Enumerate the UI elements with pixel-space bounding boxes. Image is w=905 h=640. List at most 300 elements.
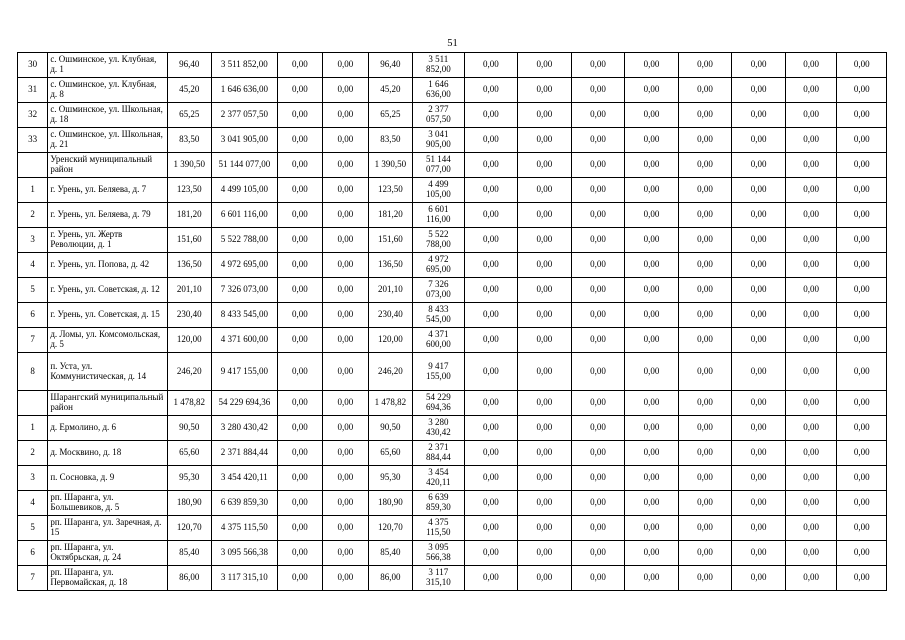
value-cell: 0,00: [625, 278, 679, 303]
value-cell: 0,00: [277, 78, 322, 103]
cost-cell: 3 280 430,42: [413, 416, 465, 441]
value-cell: 0,00: [625, 303, 679, 328]
value-cell: 0,00: [323, 516, 368, 541]
value-cell: 0,00: [678, 203, 732, 228]
value-cell: 0,00: [625, 178, 679, 203]
area-cell: 85,40: [368, 541, 412, 566]
cost-cell: 4 371 600,00: [212, 328, 278, 353]
value-cell: 0,00: [323, 128, 368, 153]
row-number: 30: [18, 53, 48, 78]
area-cell: 90,50: [368, 416, 412, 441]
value-cell: 0,00: [518, 353, 572, 391]
value-cell: 0,00: [678, 566, 732, 591]
value-cell: 0,00: [678, 391, 732, 416]
value-cell: 0,00: [785, 228, 837, 253]
value-cell: 0,00: [277, 466, 322, 491]
value-cell: 0,00: [277, 278, 322, 303]
address-cell: г. Урень, ул. Советская, д. 15: [48, 303, 167, 328]
address-cell: Шарангский муниципальный район: [48, 391, 167, 416]
address-cell: г. Урень, ул. Попова, д. 42: [48, 253, 167, 278]
value-cell: 0,00: [678, 441, 732, 466]
value-cell: 0,00: [277, 103, 322, 128]
value-cell: 0,00: [732, 253, 786, 278]
value-cell: 0,00: [785, 153, 837, 178]
address-cell: с. Ошминское, ул. Школьная, д. 21: [48, 128, 167, 153]
value-cell: 0,00: [277, 228, 322, 253]
value-cell: 0,00: [732, 278, 786, 303]
cost-cell: 4 972 695,00: [413, 253, 465, 278]
cost-cell: 4 371 600,00: [413, 328, 465, 353]
address-cell: с. Ошминское, ул. Школьная, д. 18: [48, 103, 167, 128]
value-cell: 0,00: [732, 203, 786, 228]
value-cell: 0,00: [571, 128, 625, 153]
cost-cell: 4 972 695,00: [212, 253, 278, 278]
area-cell: 96,40: [167, 53, 211, 78]
value-cell: 0,00: [464, 303, 518, 328]
value-cell: 0,00: [464, 391, 518, 416]
value-cell: 0,00: [732, 416, 786, 441]
value-cell: 0,00: [571, 441, 625, 466]
value-cell: 0,00: [518, 278, 572, 303]
cost-cell: 3 041 905,00: [212, 128, 278, 153]
value-cell: 0,00: [732, 541, 786, 566]
value-cell: 0,00: [785, 103, 837, 128]
cost-cell: 2 371 884,44: [212, 441, 278, 466]
value-cell: 0,00: [518, 391, 572, 416]
area-cell: 45,20: [368, 78, 412, 103]
value-cell: 0,00: [323, 228, 368, 253]
row-number: 6: [18, 541, 48, 566]
value-cell: 0,00: [785, 566, 837, 591]
value-cell: 0,00: [785, 178, 837, 203]
value-cell: 0,00: [785, 253, 837, 278]
value-cell: 0,00: [785, 466, 837, 491]
value-cell: 0,00: [518, 153, 572, 178]
table-row: [18, 53, 887, 78]
cost-cell: 54 229 694,36: [212, 391, 278, 416]
value-cell: 0,00: [571, 353, 625, 391]
value-cell: 0,00: [571, 153, 625, 178]
value-cell: 0,00: [837, 178, 887, 203]
value-cell: 0,00: [625, 103, 679, 128]
cost-cell: 5 522 788,00: [212, 228, 278, 253]
value-cell: 0,00: [323, 353, 368, 391]
value-cell: 0,00: [277, 441, 322, 466]
value-cell: 0,00: [837, 153, 887, 178]
value-cell: 0,00: [323, 178, 368, 203]
value-cell: 0,00: [571, 278, 625, 303]
value-cell: 0,00: [518, 178, 572, 203]
value-cell: 0,00: [518, 103, 572, 128]
value-cell: 0,00: [837, 228, 887, 253]
address-cell: с. Ошминское, ул. Клубная, д. 1: [48, 53, 167, 78]
cost-cell: 3 454 420,11: [413, 466, 465, 491]
cost-cell: 51 144 077,00: [413, 153, 465, 178]
cost-cell: 1 646 636,00: [413, 78, 465, 103]
cost-cell: 3 095 566,38: [413, 541, 465, 566]
value-cell: 0,00: [323, 491, 368, 516]
row-number: 2: [18, 203, 48, 228]
address-cell: рп. Шаранга, ул. Большевиков, д. 5: [48, 491, 167, 516]
cost-cell: 3 511 852,00: [212, 53, 278, 78]
cost-cell: 6 639 859,30: [413, 491, 465, 516]
value-cell: 0,00: [678, 516, 732, 541]
value-cell: 0,00: [732, 103, 786, 128]
area-cell: 181,20: [167, 203, 211, 228]
table-row: [18, 103, 887, 128]
value-cell: 0,00: [323, 566, 368, 591]
cost-cell: 6 639 859,30: [212, 491, 278, 516]
area-cell: 201,10: [167, 278, 211, 303]
row-number: 3: [18, 466, 48, 491]
value-cell: 0,00: [785, 53, 837, 78]
value-cell: 0,00: [571, 391, 625, 416]
cost-cell: 5 522 788,00: [413, 228, 465, 253]
value-cell: 0,00: [625, 228, 679, 253]
value-cell: 0,00: [625, 328, 679, 353]
cost-cell: 8 433 545,00: [413, 303, 465, 328]
row-number: [18, 153, 48, 178]
value-cell: 0,00: [837, 566, 887, 591]
value-cell: 0,00: [464, 278, 518, 303]
value-cell: 0,00: [323, 278, 368, 303]
row-number: 6: [18, 303, 48, 328]
address-cell: г. Урень, ул. Беляева, д. 7: [48, 178, 167, 203]
value-cell: 0,00: [732, 466, 786, 491]
value-cell: 0,00: [518, 566, 572, 591]
area-cell: 151,60: [368, 228, 412, 253]
area-cell: 181,20: [368, 203, 412, 228]
housing-program-table: [17, 52, 887, 591]
value-cell: 0,00: [625, 491, 679, 516]
value-cell: 0,00: [464, 353, 518, 391]
address-cell: п. Уста, ул. Коммунистическая, д. 14: [48, 353, 167, 391]
value-cell: 0,00: [571, 466, 625, 491]
value-cell: 0,00: [837, 416, 887, 441]
table-row: [18, 303, 887, 328]
row-number: 4: [18, 253, 48, 278]
address-cell: п. Сосновка, д. 9: [48, 466, 167, 491]
address-cell: Уренский муниципальный район: [48, 153, 167, 178]
area-cell: 1 478,82: [368, 391, 412, 416]
area-cell: 65,25: [167, 103, 211, 128]
cost-cell: 4 375 115,50: [212, 516, 278, 541]
area-cell: 65,60: [368, 441, 412, 466]
value-cell: 0,00: [732, 228, 786, 253]
value-cell: 0,00: [323, 78, 368, 103]
value-cell: 0,00: [785, 203, 837, 228]
value-cell: 0,00: [277, 541, 322, 566]
value-cell: 0,00: [277, 516, 322, 541]
row-number: 1: [18, 178, 48, 203]
value-cell: 0,00: [678, 53, 732, 78]
area-cell: 120,00: [368, 328, 412, 353]
cost-cell: 3 280 430,42: [212, 416, 278, 441]
value-cell: 0,00: [518, 128, 572, 153]
value-cell: 0,00: [464, 516, 518, 541]
address-cell: д. Ермолино, д. 6: [48, 416, 167, 441]
row-number: 5: [18, 278, 48, 303]
area-cell: 65,60: [167, 441, 211, 466]
cost-cell: 4 375 115,50: [413, 516, 465, 541]
value-cell: 0,00: [518, 541, 572, 566]
value-cell: 0,00: [785, 441, 837, 466]
area-cell: 120,70: [368, 516, 412, 541]
value-cell: 0,00: [518, 416, 572, 441]
cost-cell: 9 417 155,00: [212, 353, 278, 391]
value-cell: 0,00: [837, 53, 887, 78]
table-row: [18, 353, 887, 391]
area-cell: 136,50: [368, 253, 412, 278]
value-cell: 0,00: [785, 391, 837, 416]
value-cell: 0,00: [837, 466, 887, 491]
value-cell: 0,00: [464, 53, 518, 78]
value-cell: 0,00: [625, 353, 679, 391]
district-subtotal-row: [18, 153, 887, 178]
table-row: [18, 466, 887, 491]
row-number: 33: [18, 128, 48, 153]
value-cell: 0,00: [732, 303, 786, 328]
area-cell: 123,50: [368, 178, 412, 203]
value-cell: 0,00: [571, 566, 625, 591]
value-cell: 0,00: [464, 78, 518, 103]
value-cell: 0,00: [571, 53, 625, 78]
value-cell: 0,00: [571, 491, 625, 516]
value-cell: 0,00: [464, 128, 518, 153]
value-cell: 0,00: [625, 153, 679, 178]
area-cell: 180,90: [167, 491, 211, 516]
area-cell: 95,30: [167, 466, 211, 491]
table-row: [18, 541, 887, 566]
address-cell: рп. Шаранга, ул. Первомайская, д. 18: [48, 566, 167, 591]
table-row: [18, 178, 887, 203]
area-cell: 201,10: [368, 278, 412, 303]
area-cell: 180,90: [368, 491, 412, 516]
table-row: [18, 78, 887, 103]
value-cell: 0,00: [518, 441, 572, 466]
value-cell: 0,00: [323, 303, 368, 328]
value-cell: 0,00: [464, 416, 518, 441]
value-cell: 0,00: [785, 278, 837, 303]
cost-cell: 3 511 852,00: [413, 53, 465, 78]
area-cell: 120,00: [167, 328, 211, 353]
cost-cell: 6 601 116,00: [413, 203, 465, 228]
value-cell: 0,00: [678, 353, 732, 391]
value-cell: 0,00: [277, 153, 322, 178]
cost-cell: 9 417 155,00: [413, 353, 465, 391]
cost-cell: 3 041 905,00: [413, 128, 465, 153]
cost-cell: 4 499 105,00: [413, 178, 465, 203]
value-cell: 0,00: [323, 253, 368, 278]
address-cell: г. Урень, ул. Жертв Революции, д. 1: [48, 228, 167, 253]
area-cell: 95,30: [368, 466, 412, 491]
area-cell: 83,50: [368, 128, 412, 153]
value-cell: 0,00: [518, 253, 572, 278]
value-cell: 0,00: [625, 541, 679, 566]
value-cell: 0,00: [732, 566, 786, 591]
table-row: [18, 328, 887, 353]
value-cell: 0,00: [678, 303, 732, 328]
cost-cell: 54 229 694,36: [413, 391, 465, 416]
value-cell: 0,00: [837, 278, 887, 303]
value-cell: 0,00: [732, 153, 786, 178]
area-cell: 86,00: [167, 566, 211, 591]
value-cell: 0,00: [277, 491, 322, 516]
area-cell: 1 390,50: [368, 153, 412, 178]
row-number: 8: [18, 353, 48, 391]
value-cell: 0,00: [678, 491, 732, 516]
value-cell: 0,00: [625, 53, 679, 78]
value-cell: 0,00: [732, 178, 786, 203]
value-cell: 0,00: [678, 128, 732, 153]
value-cell: 0,00: [732, 391, 786, 416]
value-cell: 0,00: [571, 178, 625, 203]
district-subtotal-row: [18, 391, 887, 416]
value-cell: 0,00: [323, 203, 368, 228]
table-row: [18, 491, 887, 516]
value-cell: 0,00: [678, 253, 732, 278]
table-row: [18, 441, 887, 466]
value-cell: 0,00: [785, 128, 837, 153]
value-cell: 0,00: [625, 203, 679, 228]
row-number: 4: [18, 491, 48, 516]
value-cell: 0,00: [732, 491, 786, 516]
table-row: [18, 416, 887, 441]
value-cell: 0,00: [571, 303, 625, 328]
value-cell: 0,00: [732, 128, 786, 153]
value-cell: 0,00: [785, 78, 837, 103]
value-cell: 0,00: [518, 53, 572, 78]
value-cell: 0,00: [625, 253, 679, 278]
value-cell: 0,00: [464, 203, 518, 228]
value-cell: 0,00: [464, 228, 518, 253]
value-cell: 0,00: [323, 441, 368, 466]
row-number: 32: [18, 103, 48, 128]
cost-cell: 7 326 073,00: [413, 278, 465, 303]
value-cell: 0,00: [323, 153, 368, 178]
value-cell: 0,00: [837, 441, 887, 466]
area-cell: 230,40: [368, 303, 412, 328]
address-cell: д. Ломы, ул. Комсомольская, д. 5: [48, 328, 167, 353]
value-cell: 0,00: [518, 228, 572, 253]
value-cell: 0,00: [323, 541, 368, 566]
value-cell: 0,00: [277, 128, 322, 153]
address-cell: рп. Шаранга, ул. Октябрьская, д. 24: [48, 541, 167, 566]
value-cell: 0,00: [837, 353, 887, 391]
value-cell: 0,00: [518, 516, 572, 541]
value-cell: 0,00: [518, 466, 572, 491]
value-cell: 0,00: [785, 516, 837, 541]
row-number: 7: [18, 328, 48, 353]
page-number: 51: [447, 38, 458, 49]
value-cell: 0,00: [571, 103, 625, 128]
row-number: 3: [18, 228, 48, 253]
value-cell: 0,00: [785, 541, 837, 566]
cost-cell: 1 646 636,00: [212, 78, 278, 103]
table-row: [18, 278, 887, 303]
value-cell: 0,00: [464, 466, 518, 491]
cost-cell: 51 144 077,00: [212, 153, 278, 178]
cost-cell: 2 371 884,44: [413, 441, 465, 466]
value-cell: 0,00: [732, 328, 786, 353]
value-cell: 0,00: [678, 78, 732, 103]
value-cell: 0,00: [837, 128, 887, 153]
area-cell: 1 390,50: [167, 153, 211, 178]
cost-cell: 8 433 545,00: [212, 303, 278, 328]
value-cell: 0,00: [625, 78, 679, 103]
value-cell: 0,00: [571, 78, 625, 103]
value-cell: 0,00: [277, 53, 322, 78]
value-cell: 0,00: [571, 328, 625, 353]
row-number: 2: [18, 441, 48, 466]
value-cell: 0,00: [732, 78, 786, 103]
row-number: 7: [18, 566, 48, 591]
table-row: [18, 203, 887, 228]
value-cell: 0,00: [785, 491, 837, 516]
value-cell: 0,00: [518, 491, 572, 516]
value-cell: 0,00: [464, 328, 518, 353]
value-cell: 0,00: [464, 103, 518, 128]
value-cell: 0,00: [837, 541, 887, 566]
value-cell: 0,00: [678, 416, 732, 441]
value-cell: 0,00: [277, 353, 322, 391]
value-cell: 0,00: [625, 416, 679, 441]
value-cell: 0,00: [625, 391, 679, 416]
value-cell: 0,00: [837, 516, 887, 541]
area-cell: 86,00: [368, 566, 412, 591]
cost-cell: 2 377 057,50: [212, 103, 278, 128]
value-cell: 0,00: [625, 441, 679, 466]
value-cell: 0,00: [625, 128, 679, 153]
table-row: [18, 566, 887, 591]
address-cell: д. Москвино, д. 18: [48, 441, 167, 466]
cost-cell: 6 601 116,00: [212, 203, 278, 228]
value-cell: 0,00: [323, 391, 368, 416]
value-cell: 0,00: [732, 516, 786, 541]
value-cell: 0,00: [277, 566, 322, 591]
value-cell: 0,00: [837, 78, 887, 103]
area-cell: 151,60: [167, 228, 211, 253]
row-number: 1: [18, 416, 48, 441]
value-cell: 0,00: [625, 566, 679, 591]
cost-cell: 7 326 073,00: [212, 278, 278, 303]
value-cell: 0,00: [277, 203, 322, 228]
value-cell: 0,00: [785, 353, 837, 391]
value-cell: 0,00: [732, 441, 786, 466]
value-cell: 0,00: [678, 153, 732, 178]
cost-cell: 4 499 105,00: [212, 178, 278, 203]
value-cell: 0,00: [323, 328, 368, 353]
area-cell: 65,25: [368, 103, 412, 128]
row-number: 31: [18, 78, 48, 103]
value-cell: 0,00: [277, 303, 322, 328]
value-cell: 0,00: [277, 391, 322, 416]
value-cell: 0,00: [518, 203, 572, 228]
address-cell: г. Урень, ул. Советская, д. 12: [48, 278, 167, 303]
address-cell: г. Урень, ул. Беляева, д. 79: [48, 203, 167, 228]
cost-cell: 2 377 057,50: [413, 103, 465, 128]
value-cell: 0,00: [571, 203, 625, 228]
value-cell: 0,00: [837, 103, 887, 128]
value-cell: 0,00: [464, 566, 518, 591]
area-cell: 96,40: [368, 53, 412, 78]
value-cell: 0,00: [518, 328, 572, 353]
value-cell: 0,00: [837, 491, 887, 516]
value-cell: 0,00: [732, 353, 786, 391]
area-cell: 90,50: [167, 416, 211, 441]
value-cell: 0,00: [732, 53, 786, 78]
area-cell: 246,20: [167, 353, 211, 391]
